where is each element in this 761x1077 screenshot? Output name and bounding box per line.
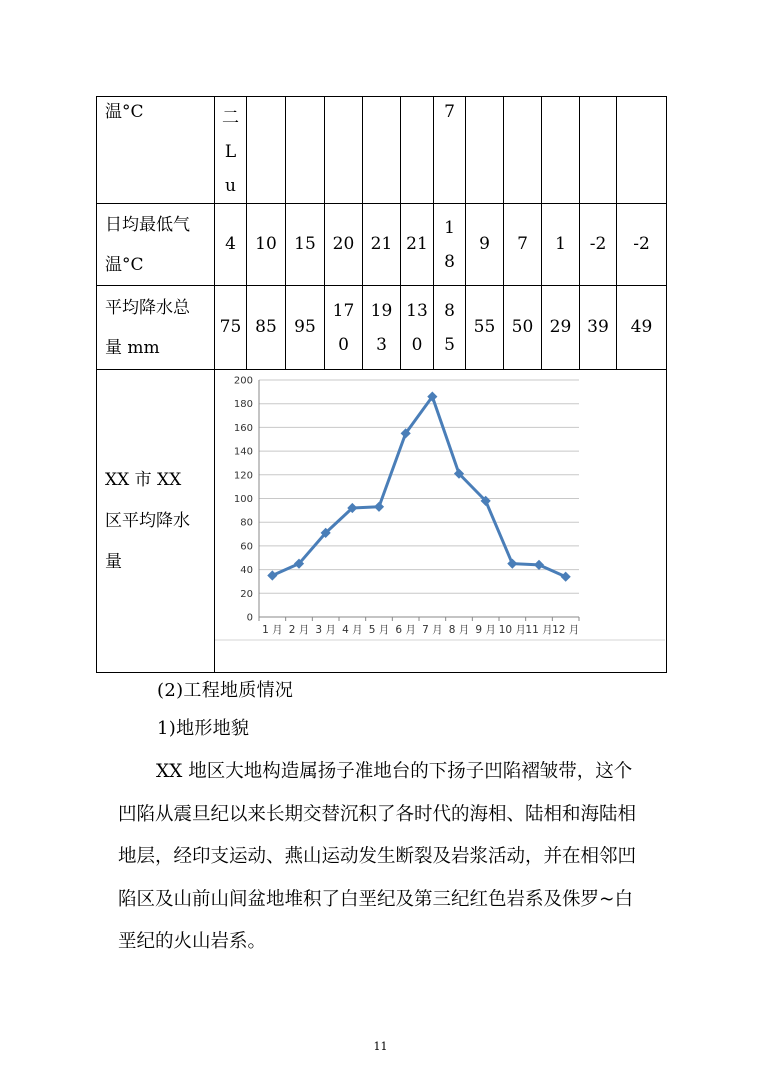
cell-value-part: 8 xyxy=(444,251,455,272)
x-tick-label: 10 月 xyxy=(498,624,526,636)
precip-label xyxy=(97,286,215,370)
table-cell xyxy=(247,97,286,204)
precip-cell xyxy=(580,286,617,370)
cell-value-part: 5 xyxy=(444,334,455,355)
precip-cell xyxy=(617,286,667,370)
precip-row xyxy=(97,286,667,370)
cell-value-part: 3 xyxy=(376,334,387,355)
temp-low-cell xyxy=(363,204,401,286)
y-tick-label: 160 xyxy=(233,422,253,434)
cell-value-part: 49 xyxy=(630,317,653,338)
data-point-marker xyxy=(374,502,384,512)
table-cell xyxy=(325,97,363,204)
table-cell xyxy=(504,97,542,204)
climate-table xyxy=(96,96,667,673)
cell-value-part: 17 xyxy=(332,300,355,321)
x-tick-label: 3 月 xyxy=(315,624,336,636)
y-tick-label: 140 xyxy=(233,446,253,458)
temp-low-cell xyxy=(434,204,466,286)
cell-char: L xyxy=(224,142,237,162)
cell-char: 二 xyxy=(222,108,239,128)
temp-low-cell xyxy=(215,204,247,286)
cell-value-part: 39 xyxy=(587,317,609,338)
table-cell xyxy=(286,97,325,204)
cell-value-part: 10 xyxy=(255,234,277,255)
precip-cell xyxy=(504,286,542,370)
x-tick-label: 12 月 xyxy=(552,624,580,636)
x-tick-label: 9 月 xyxy=(475,624,496,636)
temp-low-cell xyxy=(466,204,504,286)
x-tick-label: 11 月 xyxy=(525,624,553,636)
y-tick-label: 20 xyxy=(240,588,253,600)
data-point-marker xyxy=(534,560,544,570)
precipitation-line-chart xyxy=(215,370,665,666)
row-label-line: 温°C xyxy=(105,254,144,275)
row-label-line: 温°C xyxy=(105,102,144,122)
cell-value: 7 xyxy=(444,102,455,122)
cell-value-part: -2 xyxy=(633,234,650,255)
chart-x-ticks xyxy=(262,624,579,636)
cell-value-part: 75 xyxy=(219,317,242,338)
temp-high-row xyxy=(97,97,667,204)
cell-value-part: 1 xyxy=(555,234,566,255)
y-tick-label: 100 xyxy=(233,494,253,505)
cell-value-part: 15 xyxy=(294,234,316,255)
precipitation-series-line xyxy=(272,397,565,577)
temp-low-cell xyxy=(617,204,667,286)
x-tick-label: 6 月 xyxy=(395,624,416,636)
y-tick-label: 0 xyxy=(246,612,253,624)
cell-value-part: 4 xyxy=(225,234,236,255)
page-number: 11 xyxy=(373,1040,388,1053)
cell-value-part: 0 xyxy=(338,334,349,355)
y-tick-label: 120 xyxy=(233,470,253,482)
temp-high-jan-cell xyxy=(215,97,247,204)
temp-low-cell xyxy=(325,204,363,286)
data-point-marker xyxy=(561,572,571,582)
temp-low-label xyxy=(97,204,215,286)
cell-char: u xyxy=(225,176,236,196)
precip-cell xyxy=(434,286,466,370)
cell-value-part: 21 xyxy=(406,234,428,255)
x-tick-label: 1 月 xyxy=(262,624,283,636)
chart-label xyxy=(97,370,215,673)
cell-value-part: 95 xyxy=(294,317,316,338)
precip-cell xyxy=(215,286,247,370)
landform-paragraph: XX 地区大地构造属扬子准地台的下扬子凹陷褶皱带，这个凹陷从震旦纪以来长期交替沉积了各时代的海相、陆相和海陆相地层，经印支运动、燕山运动发生断裂及岩浆活动，并在相邻凹陷区及山前山间盆地堆积了白垩纪及第三纪红色岩系及侏罗~白垩纪的火山岩系。 xyxy=(118,761,637,952)
temp-low-cell xyxy=(504,204,542,286)
precip-cell xyxy=(542,286,580,370)
temp-low-row xyxy=(97,204,667,286)
temp-high-jul-cell xyxy=(434,97,466,204)
row-label-line: XX 市 XX xyxy=(105,469,182,490)
y-tick-label: 180 xyxy=(233,399,253,411)
table-cell xyxy=(466,97,504,204)
table-cell xyxy=(580,97,617,204)
cell-value-part: 20 xyxy=(332,234,355,255)
temp-low-cell xyxy=(286,204,325,286)
row-label-line: 平均降水总 xyxy=(105,297,190,318)
cell-value-part: 1 xyxy=(444,217,455,238)
precip-cell xyxy=(247,286,286,370)
chart-cell xyxy=(215,370,667,673)
cell-value-part: 50 xyxy=(511,317,534,338)
data-point-marker xyxy=(267,570,277,580)
cell-value-part: -2 xyxy=(589,234,607,255)
cell-value-part: 13 xyxy=(406,300,428,321)
table-cell xyxy=(542,97,580,204)
cell-value-part: 19 xyxy=(370,300,393,321)
x-tick-label: 5 月 xyxy=(368,624,390,636)
chart-y-ticks xyxy=(234,376,253,624)
temp-low-cell xyxy=(542,204,580,286)
precip-cell xyxy=(286,286,325,370)
temp-high-label xyxy=(97,97,215,204)
cell-value-part: 85 xyxy=(255,317,277,338)
x-tick-label: 4 月 xyxy=(342,624,363,636)
precip-cell xyxy=(363,286,401,370)
x-tick-label: 8 月 xyxy=(448,624,470,636)
temp-low-cell xyxy=(580,204,617,286)
precip-cell xyxy=(466,286,504,370)
y-tick-label: 40 xyxy=(240,565,253,577)
x-tick-label: 7 月 xyxy=(422,624,443,636)
table-cell xyxy=(617,97,667,204)
table-cell xyxy=(401,97,434,204)
row-label-line: 量 mm xyxy=(105,337,160,358)
cell-value-part: 55 xyxy=(473,317,496,338)
chart-series xyxy=(267,391,571,581)
row-label-line: 区平均降水 xyxy=(105,510,190,531)
cell-value-part: 0 xyxy=(411,334,423,355)
cell-value-part: 7 xyxy=(517,234,528,255)
x-tick-label: 2 月 xyxy=(288,624,310,636)
temp-low-cell xyxy=(401,204,434,286)
y-tick-label: 80 xyxy=(240,517,253,529)
cell-value-part: 21 xyxy=(370,234,393,255)
precip-cell xyxy=(401,286,434,370)
cell-value-part: 29 xyxy=(549,317,572,338)
row-label-line: 量 xyxy=(105,551,122,572)
precip-cell xyxy=(325,286,363,370)
cell-value-part: 9 xyxy=(479,234,490,255)
cell-value-part: 8 xyxy=(444,300,455,321)
table-cell xyxy=(363,97,401,204)
data-point-marker xyxy=(507,559,517,569)
y-tick-label: 200 xyxy=(233,375,253,387)
temp-low-cell xyxy=(247,204,286,286)
subsection-heading-landform: 1)地形地貌 xyxy=(157,718,250,739)
y-tick-label: 60 xyxy=(240,541,253,553)
chart-row xyxy=(97,370,667,673)
section-heading-engineering-geology: (2)工程地质情况 xyxy=(157,680,294,701)
row-label-line: 日均最低气 xyxy=(105,214,190,235)
